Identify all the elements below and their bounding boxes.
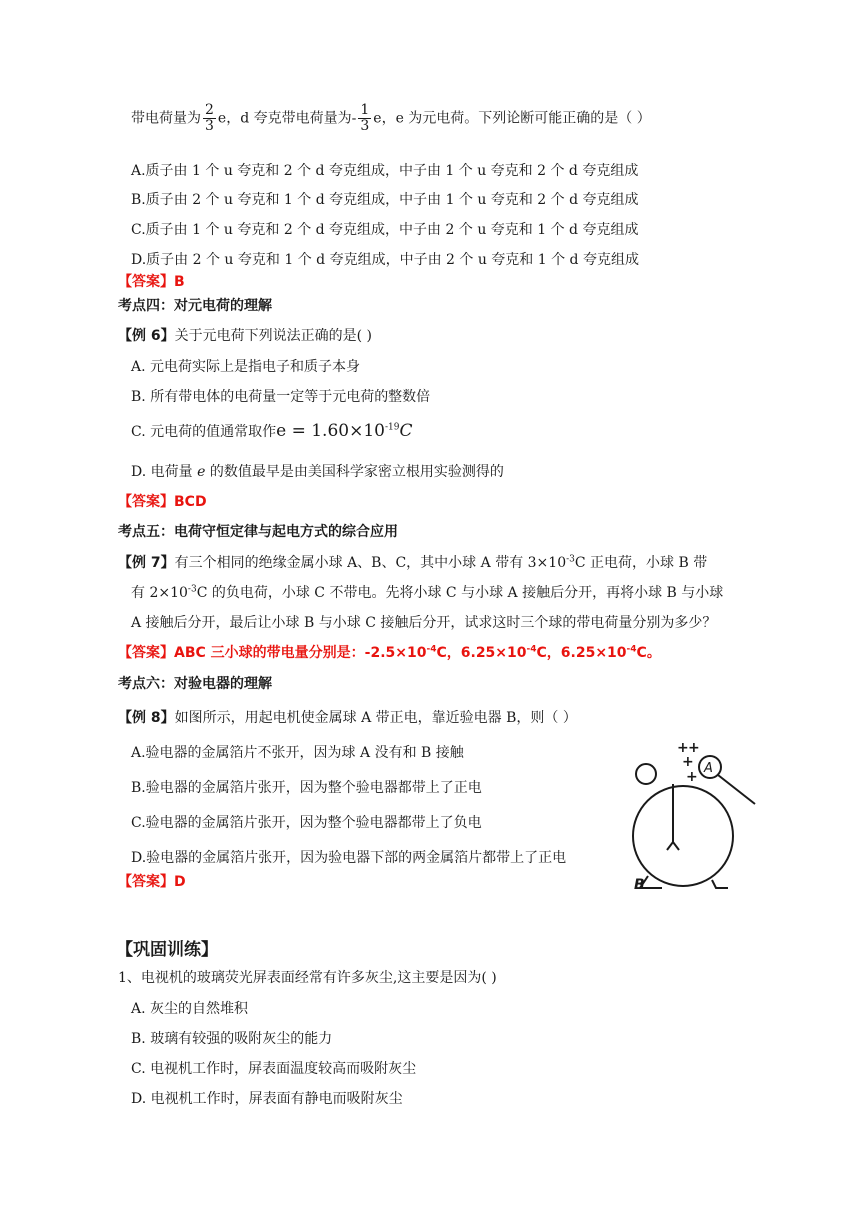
q5-stem <box>131 103 651 134</box>
line2-text-b: C 的负电荷，小球 C 不带电。先将小球 C 与小球 A 接触后分开，再将小球 B 与小球 <box>196 585 724 601</box>
q5-option-b: B.质子由 2 个 u 夸克和 1 个 d 夸克组成，中子由 1 个 u 夸克和 2 个 d 夸克组成 <box>131 192 639 208</box>
kp5-example-line3: A 接触后分开，最后让小球 B 与小球 C 接触后分开，试求这时三个球的带电荷量分别为多少？ <box>131 615 717 631</box>
formula-value: = 1.60×10 <box>286 421 385 441</box>
plus-sign: + <box>686 769 698 785</box>
answer-exponent: -4 <box>626 644 637 655</box>
fraction-denominator: 3 <box>205 118 214 134</box>
line1-exponent: -3 <box>566 554 575 565</box>
kp5-example-line2 <box>131 583 723 603</box>
practice-q1-option-a: A. 灰尘的自然堆积 <box>131 1001 249 1017</box>
q5-stem-prefix: 带电荷量为 <box>131 110 201 127</box>
kp4-title: 考点四：对元电荷的理解 <box>118 298 272 314</box>
kp5-answer <box>118 643 661 663</box>
ball-label: A <box>704 761 713 776</box>
answer-label: 【答案】 <box>118 645 174 661</box>
electroscope-knob <box>636 764 656 784</box>
kp4-option-c <box>131 421 412 442</box>
example-tag: 【例 8】 <box>118 710 175 726</box>
practice-q1-option-b: B. 玻璃有较强的吸附灰尘的能力 <box>131 1031 333 1047</box>
kp6-option-d: D.验电器的金属箔片张开，因为验电器下部的两金属箔片都带上了正电 <box>131 850 567 866</box>
q5-answer <box>118 272 185 292</box>
fraction-numerator: 2 <box>205 102 214 118</box>
answer-part-c: C，6.25×10 <box>536 645 627 661</box>
kp6-answer <box>118 872 186 892</box>
electroscope-figure <box>628 738 768 898</box>
q5-stem-suffix: e，e 为元电荷。下列论断可能正确的是（ ） <box>373 110 651 127</box>
plus-sign: + <box>677 740 689 756</box>
option-c-text: C. 元电荷的值通常取作 <box>131 424 277 440</box>
answer-value: B <box>174 274 185 290</box>
plus-sign: + <box>682 754 694 770</box>
ball-handle <box>718 775 755 804</box>
answer-part-d: C。 <box>636 645 661 661</box>
practice-q1-option-c: C. 电视机工作时，屏表面温度较高而吸附灰尘 <box>131 1061 417 1077</box>
answer-exponent: -4 <box>426 644 437 655</box>
line1-text-b: C 正电荷，小球 B 带 <box>574 555 708 571</box>
kp4-answer <box>118 492 207 512</box>
formula-e: e <box>276 421 287 441</box>
kp6-title: 考点六：对验电器的理解 <box>118 676 272 692</box>
answer-part-b: C，6.25×10 <box>436 645 527 661</box>
kp5-example-line1 <box>118 553 707 573</box>
elementary-charge-formula <box>276 421 412 441</box>
answer-label: 【答案】 <box>118 494 174 510</box>
fraction-two-thirds <box>203 103 216 134</box>
kp4-option-d <box>131 462 504 482</box>
answer-value: D <box>174 874 186 890</box>
q5-option-d: D.质子由 2 个 u 夸克和 1 个 d 夸克组成，中子由 2 个 u 夸克和 1 个 d 夸克组成 <box>131 252 639 268</box>
example-tag: 【例 6】 <box>118 328 175 344</box>
formula-unit: C <box>399 421 413 441</box>
practice-title: 【巩固训练】 <box>116 940 218 960</box>
formula-exponent: -19 <box>384 422 400 433</box>
electroscope-label: B <box>634 877 645 893</box>
electroscope-leaves <box>667 842 679 850</box>
kp6-option-a: A.验电器的金属箔片不张开，因为球 A 没有和 B 接触 <box>131 745 464 761</box>
answer-part-a: ABC 三小球的带电量分别是：-2.5×10 <box>174 645 427 661</box>
example-stem: 关于元电荷下列说法正确的是( ) <box>174 328 372 344</box>
plus-sign: + <box>688 740 700 756</box>
q5-option-c: C.质子由 1 个 u 夸克和 2 个 d 夸克组成，中子由 2 个 u 夸克和 1 个 d 夸克组成 <box>131 222 639 238</box>
answer-label: 【答案】 <box>118 874 174 890</box>
kp4-option-a: A. 元电荷实际上是指电子和质子本身 <box>131 359 361 375</box>
electroscope-right-foot <box>712 880 728 888</box>
fraction-one-third <box>358 103 371 134</box>
fraction-numerator: 1 <box>360 102 370 118</box>
line2-exponent: -3 <box>187 584 197 595</box>
example-tag: 【例 7】 <box>118 555 175 571</box>
answer-label: 【答案】 <box>118 274 174 290</box>
kp4-option-b: B. 所有带电体的电荷量一定等于元电荷的整数倍 <box>131 389 431 405</box>
kp6-option-c: C.验电器的金属箔片张开，因为整个验电器都带上了负电 <box>131 815 482 831</box>
kp6-example <box>118 708 577 728</box>
kp4-example <box>118 326 372 346</box>
q5-option-a: A.质子由 1 个 u 夸克和 2 个 d 夸克组成，中子由 1 个 u 夸克和 2 个 d 夸克组成 <box>131 163 639 179</box>
line2-text-a: 有 2×10 <box>131 585 188 601</box>
q5-stem-mid: e，d 夸克带电荷量为- <box>217 110 357 127</box>
fraction-denominator: 3 <box>360 118 370 134</box>
option-d-suffix: 的数值最早是由美国科学家密立根用实验测得的 <box>205 464 504 480</box>
answer-value: BCD <box>174 494 207 510</box>
example-stem: 如图所示，用起电机使金属球 A 带正电，靠近验电器 B，则（ ） <box>174 710 577 726</box>
option-d-prefix: D. 电荷量 <box>131 464 198 480</box>
practice-q1-stem: 1、电视机的玻璃荧光屏表面经常有许多灰尘,这主要是因为( ) <box>118 970 497 986</box>
electroscope-body <box>633 786 733 886</box>
practice-q1-option-d: D. 电视机工作时，屏表面有静电而吸附灰尘 <box>131 1091 403 1107</box>
option-d-variable: e <box>197 464 206 480</box>
kp5-title: 考点五：电荷守恒定律与起电方式的综合应用 <box>118 524 398 540</box>
line1-text-a: 有三个相同的绝缘金属小球 A、B、C，其中小球 A 带有 3×10 <box>174 555 567 571</box>
kp6-option-b: B.验电器的金属箔片张开，因为整个验电器都带上了正电 <box>131 780 482 796</box>
answer-exponent: -4 <box>526 644 537 655</box>
